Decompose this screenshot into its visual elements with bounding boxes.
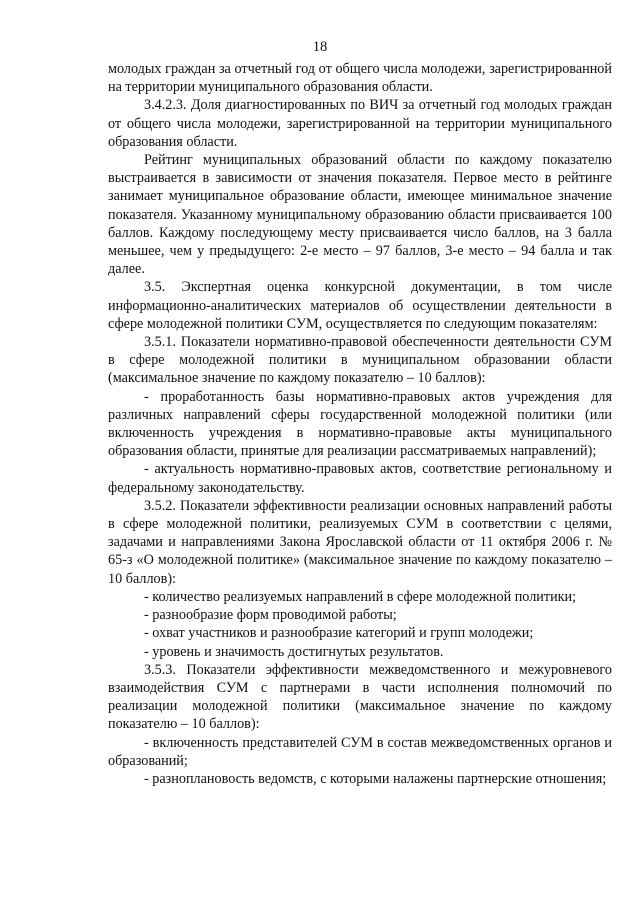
list-item-interagency-membership: - включенность представителей СУМ в состав межведомственных органов и образований; [108, 734, 612, 769]
paragraph-3-4-2-3: 3.4.2.3. Доля диагностированных по ВИЧ за отчетный год молодых граждан от общего числа молодежи, зарегистрированной на территории муниципального образования области. [108, 97, 612, 150]
list-item-partner-diversity: - разноплановость ведомств, с которыми налажены партнерские отношения; [144, 770, 607, 787]
list-item-directions-count: - количество реализуемых направлений в сфере молодежной политики; [144, 588, 577, 605]
list-item-results-level: - уровень и значимость достигнутых результатов. [144, 643, 444, 660]
page-number: 18 [312, 39, 328, 55]
paragraph-3-5-3: 3.5.3. Показатели эффективности межведомственного и межуровневого взаимодействия СУМ с партнерами в части исполнения полномочий по реализации молодежной политики (максимальное значение по каждому показателю – 10 баллов): [108, 661, 612, 733]
list-item-legal-base: - проработанность базы нормативно-правовых актов учреждения для различных направлений сферы государственной молодежной политики (или включенность учреждения в нормативно-правовые акты муниципального образования области, принятые для реализации рассматриваемых направлений); [108, 388, 612, 460]
list-item-legal-relevance: - актуальность нормативно-правовых актов, соответствие региональному и федеральному законодательству. [108, 461, 612, 496]
document-body [108, 60, 612, 788]
paragraph-rating-rules: Рейтинг муниципальных образований области по каждому показателю выстраивается в зависимости от значения показателя. Первое место в рейтинге занимает муниципальное образование области, имеющее минимальное значение показателя. Указанному муниципальному образованию области присваивается 100 баллов. Каждому последующему месту присваивается число баллов, на 3 балла меньшее, чем у предыдущего: 2-е место – 97 баллов, 3-е место – 94 балла и так далее. [108, 152, 612, 278]
list-item-participant-coverage: - охват участников и разнообразие категорий и групп молодежи; [144, 625, 534, 642]
paragraph-continuation: молодых граждан за отчетный год от общего числа молодежи, зарегистрированной на территории муниципального образования области. [108, 61, 612, 96]
paragraph-3-5: 3.5. Экспертная оценка конкурсной документации, в том числе информационно-аналитических материалов об осуществлении деятельности в сфере молодежной политики СУМ, осуществляется по следующим показателям: [108, 279, 612, 332]
paragraph-3-5-1: 3.5.1. Показатели нормативно-правовой обеспеченности деятельности СУМ в сфере молодежной политики в муниципальном образовании области (максимальное значение по каждому показателю – 10 баллов): [108, 334, 612, 387]
paragraph-3-5-2: 3.5.2. Показатели эффективности реализации основных направлений работы в сфере молодежной политики, реализуемых СУМ в соответствии с целями, задачами и направлениями Закона Ярославской области от 11 октября 2006 г. № 65-з «О молодежной политике» (максимальное значение по каждому показателю – 10 баллов): [108, 497, 612, 587]
list-item-work-forms: - разнообразие форм проводимой работы; [144, 607, 397, 624]
